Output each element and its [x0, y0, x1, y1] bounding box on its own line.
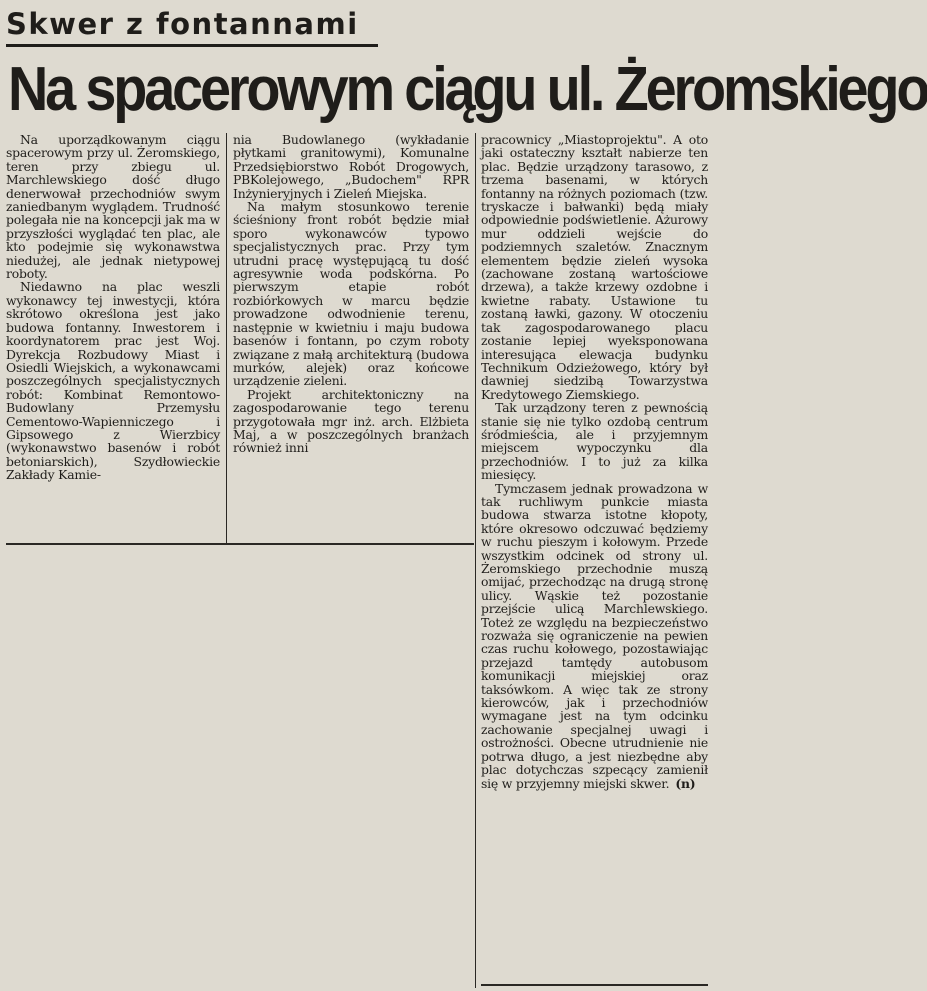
article-headline: Na spacerowym ciągu ul. Żeromskiego — [8, 55, 927, 124]
article-column-2 — [233, 133, 469, 455]
paragraph: nia Budowlanego (wykładanie płytkami granitowymi), Komunalne Przedsiębiorstwo Robót Drogowych, PBKolejowego, „Budochem" RPR Inżynieryjnych i Zieleń Miejska. — [233, 132, 469, 201]
column-divider — [475, 133, 476, 988]
article-column-3 — [481, 133, 708, 790]
paragraph: pracownicy „Miastoprojektu". A oto jaki ostateczny kształt nabierze ten plac. Będzie urządzony tarasowo, z trzema basenami, w których fontanny na różnych poziomach (tzw. tryskacze i bałwanki) będą miały odpowiednie podświetlenie. Ażurowy mur oddzieli wejście do podziemnych szaletów. Znacznym elementem będzie zieleń wysoka (zachowane zostaną wartościowe drzewa), a także krzewy ozdobne i kwietne rabaty. Ustawione tu zostaną ławki, gazony. W otoczeniu tak zagospodarowanego placu zostanie lepiej wyeksponowana interesująca elewacja budynku Technikum Odzieżowego, który był dawniej siedzibą Towarzystwa Kredytowego Ziemskiego. — [481, 132, 708, 402]
article-kicker: Skwer z fontannami — [6, 7, 359, 41]
paragraph: Niedawno na plac weszli wykonawcy tej inwestycji, która skrótowo określona jest jako budowa fontanny. Inwestorem i koordynatorem prac jest Woj. Dyrekcja Rozbudowy Miast i Osiedli Wiejskich, a wykonawcami poszczególnych specjalistycznych robót: Kombinat Remontowo-Budowlany Przemysłu Cementowo-Wapienniczego i Gipsowego z Wierzbicy (wykonawstwo basenów i robót betoniarskich), Szydłowieckie Zakłady Kamie- — [6, 279, 220, 483]
paragraph: Na małym stosunkowo terenie ścieśniony front robót będzie miał sporo wykonawców typowo specjalistycznych prac. Przy tym utrudni pracę występującą tu dość agresywnie woda podskórna. Po pierwszym etapie robót rozbiórkowych w marcu będzie prowadzone odwodnienie terenu, następnie w kwietniu i maju budowa basenów i fontann, po czym roboty związane z małą architekturą (budowa murków, alejek) oraz końcowe urządzenie zieleni. — [233, 199, 469, 389]
paragraph — [481, 482, 708, 790]
article-end-rule — [481, 984, 708, 986]
section-break-rule — [6, 543, 474, 545]
column-divider — [226, 133, 227, 545]
author-signoff: (n) — [675, 775, 696, 791]
paragraph-text: Tymczasem jednak prowadzona w tak ruchliwym punkcie miasta budowa stwarza istotne kłopoty, które okresowo odczuwać będziemy w ruchu pieszym i kołowym. Przede wszystkim odcinek od strony ul. Żeromskiego przechodnie muszą omijać, przechodząc na drugą stronę ulicy. Wąskie też pozostanie przejście ulicą Marchlewskiego. Toteż ze względu na bezpieczeństwo rozważa się ograniczenie na pewien czas ruchu kołowego, pozostawiając przejazd tamtędy autobusom komunikacji miejskiej oraz taksówkom. A więc tak ze strony kierowców, jak i przechodniów wymagane jest na tym odcinku zachowanie specjalnej uwagi i ostrożności. Obecne utrudnienie nie potrwa długo, a jest niezbędne aby plac dotychczas szpecący zamienił się w przyjemny miejski skwer. — [481, 480, 708, 791]
paragraph: Projekt architektoniczny na zagospodarowanie tego terenu przygotowała mgr inż. arch. Elżbieta Maj, a w poszczególnych branżach również inni — [233, 386, 469, 456]
article-column-1 — [6, 133, 220, 482]
paragraph: Tak urządzony teren z pewnością stanie się nie tylko ozdobą centrum śródmieścia, ale i przyjemnym miejscem wypoczynku dla przechodniów. I to już za kilka miesięcy. — [481, 400, 708, 483]
paragraph: Na uporządkowanym ciągu spacerowym przy ul. Żeromskiego, teren przy zbiegu ul. Marchlewskiego dość długo denerwował przechodniów swym zaniedbanym wyglądem. Trudność polegała nie na koncepcji jak ma w przyszłości wyglądać ten plac, ale kto podejmie się wykonawstwa niedużej, ale jednak nietypowej roboty. — [6, 132, 220, 282]
kicker-underline — [6, 44, 378, 47]
